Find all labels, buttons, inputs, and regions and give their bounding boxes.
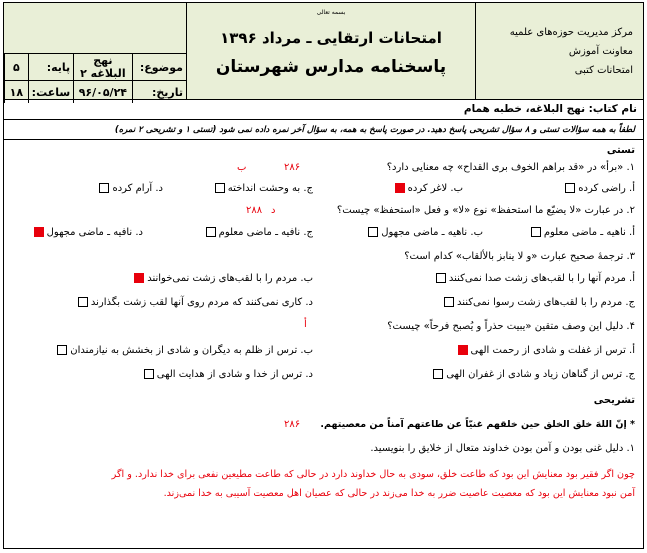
time-value: ۱۸: [5, 81, 29, 104]
essay-heading: تشریحی: [593, 395, 635, 406]
checkbox[interactable]: [368, 227, 378, 237]
answer-line: چون اگر فقیر بود معنایش این بود که طاعت خلق، سودی به حال خداوند دارد در حالی که طاعت مطیعین نفعی برای خدا ندارد. و اگر: [111, 469, 635, 480]
answer-key: د: [271, 205, 276, 216]
option[interactable]: ب. لاغر کرده: [392, 183, 463, 194]
page-ref: ۲۸۶: [284, 419, 301, 430]
date-label: تاریخ:: [132, 81, 186, 104]
answer-title: پاسخنامه مدارس شهرستان: [215, 57, 447, 77]
question-text: ۲. در عبارت «لا یضیّع ما استحفظ» نوع «لا» و فعل «استحفظ» چیست؟: [336, 205, 635, 216]
checkbox[interactable]: [215, 183, 225, 193]
header: [4, 3, 643, 100]
option[interactable]: ج. ترس از گناهان زیاد و شادی از غفران الهی: [430, 369, 635, 380]
checkbox-checked[interactable]: [34, 227, 44, 237]
checkbox-checked[interactable]: [395, 183, 405, 193]
option[interactable]: ب. ناهیه ـ ماضی مجهول: [365, 227, 483, 238]
option[interactable]: ب. مردم را با لقب‌های زشت نمی‌خوانند: [131, 273, 313, 284]
option[interactable]: أ. ناهیه ـ ماضی معلوم: [528, 227, 635, 238]
essay-answer: [12, 465, 635, 503]
essay-quote: * إنّ اللهَ خلق الخلق حین خلقهم غنیّاً عن طاعتهم آمناً من معصیتهم.: [320, 419, 635, 430]
page-ref: ۲۸۸: [246, 205, 263, 216]
instructions: لطفاً به همه سؤالات تستی و ۸ سؤال تشریحی پاسخ دهید. در صورت پاسخ به همه، به سؤال آخر نمره داده نمی شود (تستی ۱ و تشریحی ۲ نمره): [4, 121, 643, 140]
header-center: [186, 3, 476, 99]
checkbox[interactable]: [444, 297, 454, 307]
option[interactable]: أ. ترس از غفلت و شادی از رحمت الهی: [455, 345, 635, 356]
grade-label: پایه:: [28, 54, 74, 81]
option[interactable]: د. کاری نمی‌کنند که مردم روی آنها لقب زشت بگذارند: [75, 297, 313, 308]
checkbox[interactable]: [433, 369, 443, 379]
page-ref: ۲۸۶: [284, 162, 301, 173]
option[interactable]: ج. به وحشت انداخته: [212, 183, 313, 194]
checkbox[interactable]: [206, 227, 216, 237]
exam-title: امتحانات ارتقایی ـ مرداد ۱۳۹۶: [220, 29, 442, 47]
question-text: ۳. ترجمهٔ صحیح عبارت «و لا ینابز بالألقاب» کدام است؟: [404, 251, 635, 262]
question-text: ۱. «برأ» در «قد براهم الخوف بری القداح» چه معنایی دارد؟: [386, 162, 635, 173]
option[interactable]: ج. نافیه ـ ماضی معلوم: [203, 227, 313, 238]
checkbox[interactable]: [436, 273, 446, 283]
grade-value: ۵: [5, 54, 29, 81]
option[interactable]: ب. ترس از ظلم به دیگران و شادی از بخشش به نیازمندان: [54, 345, 313, 356]
question-text: ۴. دلیل این وصف متقین «یبیت حذراً و یُصبح فرحاً» چیست؟: [387, 321, 635, 332]
subject-label: موضوع:: [132, 54, 186, 81]
exam-meta: [4, 3, 186, 99]
checkbox-checked[interactable]: [458, 345, 468, 355]
checkbox[interactable]: [99, 183, 109, 193]
book-title: نام کتاب: نهج البلاغه، خطبه همام: [4, 99, 643, 120]
date-value: ۹۶/۰۵/۲۴: [74, 81, 132, 104]
option[interactable]: ج. مردم را با لقب‌های زشت رسوا نمی‌کنند: [441, 297, 635, 308]
org-line: معاونت آموزش: [568, 46, 633, 57]
option[interactable]: د. ترس از خدا و شادی از هدایت الهی: [141, 369, 313, 380]
mcq-heading: تستی: [606, 145, 635, 156]
organization-block: [463, 23, 633, 80]
option[interactable]: د. آرام کرده: [96, 183, 163, 194]
bismillah: بسمه تعالی: [316, 9, 346, 16]
checkbox[interactable]: [57, 345, 67, 355]
checkbox[interactable]: [144, 369, 154, 379]
option[interactable]: أ. مردم آنها را با لقب‌های زشت صدا نمی‌کنند: [433, 273, 635, 284]
option[interactable]: أ. راضی کرده: [562, 183, 635, 194]
answer-line: آمن نبود معنایش این بود که معصیت عاصیت ضرر به خدا می‌زند در حالی که عصیان اهل معصیت آسیبی به خدا نمی‌زند.: [163, 488, 635, 499]
time-label: ساعت:: [28, 81, 74, 104]
checkbox-checked[interactable]: [134, 273, 144, 283]
answer-key: ب: [237, 162, 247, 173]
org-line: مرکز مدیریت حوزه‌های علمیه: [509, 27, 633, 38]
checkbox[interactable]: [78, 297, 88, 307]
answer-key: أ: [304, 319, 307, 330]
option[interactable]: د. نافیه ـ ماضی مجهول: [31, 227, 143, 238]
checkbox[interactable]: [531, 227, 541, 237]
subject-value: نهج البلاغه ۲: [74, 54, 132, 81]
org-line: امتحانات کتبی: [574, 65, 633, 76]
answer-sheet: [3, 2, 644, 549]
essay-question: ۱. دلیل غنی بودن و آمن بودن خداوند متعال از خلایق را بنویسید.: [370, 443, 635, 454]
checkbox[interactable]: [565, 183, 575, 193]
